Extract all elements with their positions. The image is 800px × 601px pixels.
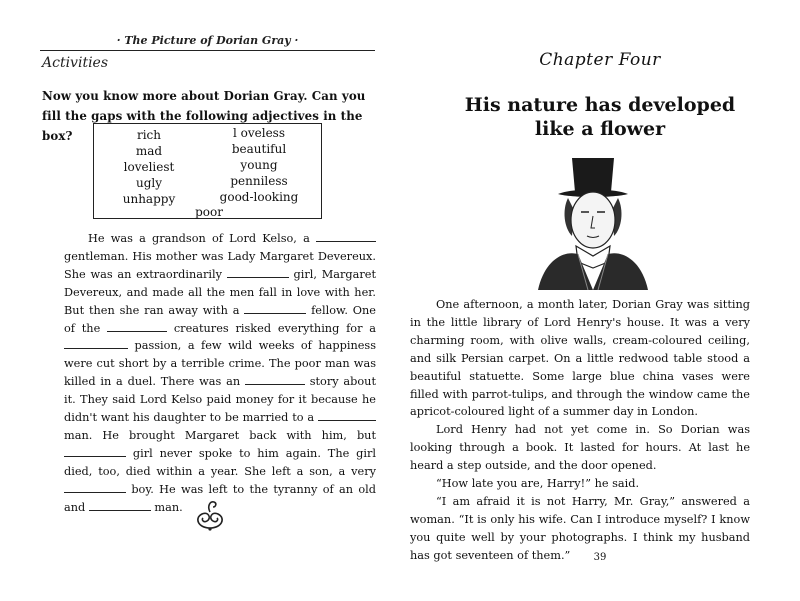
passage-text: fellow. One of the <box>64 303 376 335</box>
story-paragraph: Lord Henry had not yet come in. So Dorian was looking through a book. It lasted for hours. At last he heard a step outside, and the door opened. <box>410 423 750 473</box>
word-item: unhappy <box>122 192 176 206</box>
gap-blank[interactable] <box>64 482 126 493</box>
adjective-word-box <box>93 123 322 219</box>
passage-text: man. <box>150 500 183 514</box>
gap-blank[interactable] <box>316 231 376 242</box>
story-paragraph: “I am afraid it is not Harry, Mr. Gray,” answered a woman. “It is only his wife. Can I introduce myself? I know you quite well by your photographs. I think my husband has got seventeen of them.” <box>410 494 750 562</box>
passage-text: story about it. They said Lord Kelso paid money for it because he didn't want his daughter to be married to a <box>64 375 376 425</box>
chapter-title: Chapter Four <box>539 50 661 70</box>
head-rule <box>40 50 375 51</box>
gap-blank[interactable] <box>89 500 151 511</box>
gap-blank[interactable] <box>245 374 305 385</box>
passage-text: gentleman. His mother was Lady Margaret Devereux. She was an extraordinarily <box>64 249 376 281</box>
chapter-heading-line: like a flower <box>534 118 666 140</box>
passage-text: girl never spoke to him again. The girl died, too, died within a year. She left a son, a very <box>64 446 376 478</box>
passage-text: He was a grandson of Lord Kelso, a <box>88 232 316 245</box>
word-item: mad <box>135 144 163 158</box>
left-page <box>0 0 395 601</box>
right-page <box>400 0 800 601</box>
story-paragraph: “How late you are, Harry!” he said. <box>436 477 640 491</box>
dorian-gray-portrait-illustration <box>528 150 658 290</box>
word-item: poor <box>195 205 223 219</box>
word-item: young <box>240 158 278 172</box>
gap-blank[interactable] <box>227 267 289 278</box>
story-paragraph: One afternoon, a month later, Dorian Gray was sitting in the little library of Lord Henry's house. It was a very charming room, with olive walls, cream-coloured ceiling, and silk Persian carpet. On a little redwood table stood a beautiful statuette. Some large blue china vases were filled with parrot-tulips, and through the window came the apricot-coloured light of a summer day in London. <box>410 298 750 419</box>
gap-fill-passage <box>64 230 376 517</box>
passage-text: man. He brought Margaret back with him, but <box>64 428 376 442</box>
word-item: ugly <box>135 176 163 190</box>
gap-blank[interactable] <box>318 410 376 421</box>
passage-text: passion, a few wild weeks of happiness were cut short by a terrible crime. The poor man was killed in a duel. There was an <box>64 339 376 389</box>
word-item: beautiful <box>231 142 287 156</box>
activity-instructions: Now you know more about Dorian Gray. Can you fill the gaps with the following adjectives in the box? <box>42 89 366 143</box>
gap-blank[interactable] <box>244 303 306 314</box>
running-head: · The Picture of Dorian Gray · <box>116 34 299 47</box>
gap-blank[interactable] <box>107 321 167 332</box>
page-number: 39 <box>593 552 607 563</box>
gap-blank[interactable] <box>64 338 128 349</box>
passage-text: creatures risked everything for a <box>167 321 376 335</box>
word-item: rich <box>136 128 162 142</box>
word-item: good-looking <box>219 190 299 204</box>
chapter-heading-line: His nature has developed <box>464 94 736 116</box>
chapter-heading <box>400 93 800 141</box>
word-item: loveliest <box>123 160 175 174</box>
word-item: l oveless <box>232 126 285 140</box>
passage-text: girl, Margaret Devereux, and made all the men fall in love with her. But then she ran away with a <box>64 267 376 317</box>
flourish-ornament-icon <box>190 498 230 532</box>
gap-blank[interactable] <box>64 446 126 457</box>
passage-text: boy. He was left to the tyranny of an old and <box>64 482 376 514</box>
chapter-text <box>410 296 750 565</box>
word-item: penniless <box>230 174 288 188</box>
section-title: Activities <box>42 55 109 71</box>
